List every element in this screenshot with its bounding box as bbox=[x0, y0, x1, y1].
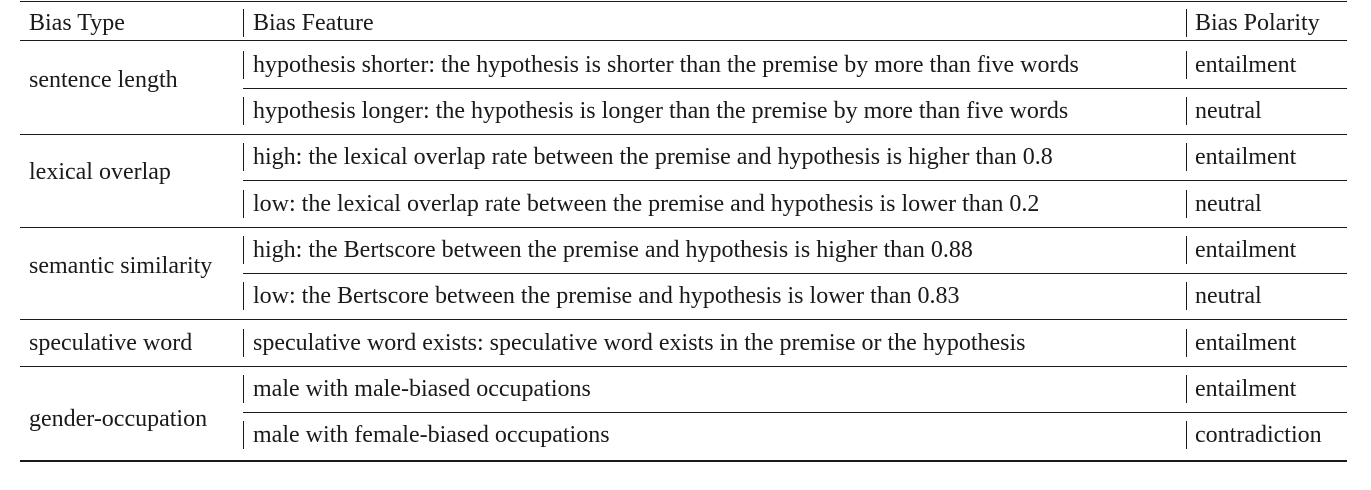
row-rule bbox=[243, 412, 1347, 413]
table-row-polarity: entailment bbox=[1186, 51, 1296, 79]
table-row-feature: high: the lexical overlap rate between the premise and hypothesis is higher than 0.8 bbox=[243, 143, 1053, 171]
row-rule bbox=[243, 180, 1347, 181]
bias-type-gender-occupation: gender-occupation bbox=[29, 406, 208, 432]
bias-type-sentence-length: sentence length bbox=[29, 67, 178, 93]
table-row-polarity: neutral bbox=[1186, 97, 1262, 125]
header-bias-polarity: Bias Polarity bbox=[1186, 9, 1320, 37]
table-row-polarity: entailment bbox=[1186, 236, 1296, 264]
group-rule bbox=[20, 366, 1347, 367]
table-row-feature: hypothesis longer: the hypothesis is longer than the premise by more than five words bbox=[243, 97, 1068, 125]
header-bias-type: Bias Type bbox=[29, 10, 125, 36]
header-bias-feature: Bias Feature bbox=[243, 9, 374, 37]
group-rule bbox=[20, 319, 1347, 320]
table-row-polarity: entailment bbox=[1186, 329, 1296, 357]
group-rule bbox=[20, 227, 1347, 228]
bias-type-speculative-word: speculative word bbox=[29, 330, 193, 356]
table-row-feature: male with male-biased occupations bbox=[243, 375, 591, 403]
table-row-polarity: entailment bbox=[1186, 143, 1296, 171]
bias-table bbox=[20, 1, 1347, 462]
table-row-polarity: entailment bbox=[1186, 375, 1296, 403]
table-row-feature: male with female-biased occupations bbox=[243, 421, 610, 449]
table-row-polarity: neutral bbox=[1186, 190, 1262, 218]
table-row-feature: low: the lexical overlap rate between the premise and hypothesis is lower than 0.2 bbox=[243, 190, 1039, 218]
bias-type-lexical-overlap: lexical overlap bbox=[29, 159, 171, 185]
table-row-polarity: contradiction bbox=[1186, 421, 1322, 449]
bias-type-semantic-similarity: semantic similarity bbox=[29, 253, 213, 279]
group-rule bbox=[20, 134, 1347, 135]
row-rule bbox=[243, 88, 1347, 89]
table-row-feature: low: the Bertscore between the premise and hypothesis is lower than 0.83 bbox=[243, 282, 960, 310]
table-row-feature: hypothesis shorter: the hypothesis is shorter than the premise by more than five words bbox=[243, 51, 1079, 79]
table-row-feature: speculative word exists: speculative word exists in the premise or the hypothesis bbox=[243, 329, 1026, 357]
row-rule bbox=[243, 273, 1347, 274]
header-rule bbox=[20, 40, 1347, 41]
table-row-polarity: neutral bbox=[1186, 282, 1262, 310]
table-row-feature: high: the Bertscore between the premise and hypothesis is higher than 0.88 bbox=[243, 236, 973, 264]
